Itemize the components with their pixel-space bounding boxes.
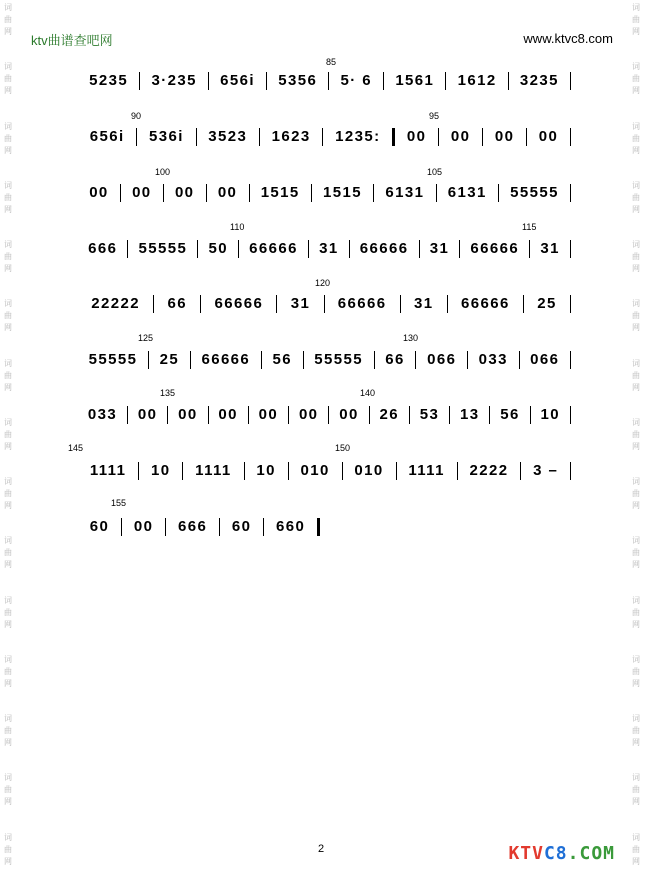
measure: 66666 bbox=[461, 295, 510, 312]
measure: 66666 bbox=[359, 240, 409, 257]
measure: 00 bbox=[494, 128, 515, 145]
measure: 666 bbox=[178, 518, 208, 535]
measure: 5· 6 bbox=[340, 72, 372, 89]
measure: 2222 bbox=[469, 462, 509, 479]
bar-line bbox=[570, 351, 571, 369]
score-row-7 bbox=[78, 402, 571, 424]
measure: 00 bbox=[450, 128, 471, 145]
measure: 31 bbox=[290, 295, 311, 312]
page-number: 2 bbox=[318, 843, 325, 855]
measure-number: 130 bbox=[403, 333, 419, 343]
measure: 3523 bbox=[208, 128, 248, 145]
measure: 13 bbox=[460, 406, 480, 423]
measure-number: 125 bbox=[138, 333, 154, 343]
measure: 656i bbox=[220, 72, 255, 89]
measure: 666 bbox=[88, 240, 118, 257]
measure-number: 110 bbox=[230, 222, 245, 232]
measure-number: 145 bbox=[68, 443, 84, 453]
final-bar-line bbox=[317, 518, 320, 536]
measure: 66666 bbox=[249, 240, 298, 257]
measure: 00 bbox=[406, 128, 427, 145]
measure: 56 bbox=[500, 406, 520, 423]
measure: 55555 bbox=[88, 351, 138, 368]
site-url-link[interactable]: www.ktvc8.com bbox=[523, 31, 613, 46]
measure: 660 bbox=[275, 518, 306, 535]
measure: 55555 bbox=[314, 351, 363, 368]
watermark-right: 词 曲 网 词 曲 网 词 曲 网 词 曲 网 词 曲 网 词 曲 网 词 曲 网 词 曲 网 词 曲 网 词 曲 网 词 曲 网 词 曲 网 词 曲 网 词 曲 网 词 曲 网 bbox=[632, 3, 640, 866]
measure: 1515 bbox=[260, 184, 300, 201]
measure: 00 bbox=[258, 406, 279, 423]
measure: 31 bbox=[429, 240, 450, 257]
score-row-8 bbox=[78, 458, 571, 480]
measure: 1612 bbox=[457, 72, 497, 89]
measure: 53 bbox=[419, 406, 440, 423]
bar-line bbox=[570, 184, 571, 202]
measure: 00 bbox=[538, 128, 559, 145]
measure: 25 bbox=[159, 351, 180, 368]
measure: 066 bbox=[530, 351, 560, 368]
measure: 00 bbox=[339, 406, 359, 423]
measure: 066 bbox=[427, 351, 457, 368]
measure: 66 bbox=[385, 351, 405, 368]
measure: 31 bbox=[413, 295, 434, 312]
measure: 5356 bbox=[278, 72, 318, 89]
measure: 00 bbox=[178, 406, 198, 423]
bar-line bbox=[570, 406, 571, 424]
measure: 22222 bbox=[91, 295, 140, 312]
measure-number: 100 bbox=[155, 167, 171, 177]
bar-line bbox=[570, 72, 571, 90]
measure: 66666 bbox=[201, 351, 251, 368]
measure: 60 bbox=[89, 518, 110, 535]
measure: 00 bbox=[132, 184, 152, 201]
measure-number: 155 bbox=[111, 498, 127, 508]
measure: 25 bbox=[537, 295, 557, 312]
score-row-6 bbox=[78, 347, 571, 369]
measure: 3·235 bbox=[151, 72, 197, 89]
measure-number: 140 bbox=[360, 388, 376, 398]
measure-number: 115 bbox=[522, 222, 537, 232]
measure-number: 105 bbox=[427, 167, 443, 177]
measure: 26 bbox=[379, 406, 399, 423]
measure-number: 150 bbox=[335, 443, 351, 453]
score-row-5 bbox=[78, 291, 571, 313]
measure: 1111 bbox=[408, 462, 445, 479]
score-row-1 bbox=[78, 68, 571, 90]
measure: 1111 bbox=[195, 462, 232, 479]
measure: 1561 bbox=[395, 72, 435, 89]
watermark-left: 词 曲 网 词 曲 网 词 曲 网 词 曲 网 词 曲 网 词 曲 网 词 曲 网 词 曲 网 词 曲 网 词 曲 网 词 曲 网 词 曲 网 词 曲 网 词 曲 网 词 曲 网 bbox=[4, 3, 12, 866]
measure: 55555 bbox=[138, 240, 188, 257]
measure: 31 bbox=[319, 240, 339, 257]
measure: 66666 bbox=[470, 240, 520, 257]
measure-number: 135 bbox=[160, 388, 176, 398]
measure: 010 bbox=[300, 462, 330, 479]
score-row-2 bbox=[78, 124, 571, 146]
measure: 31 bbox=[540, 240, 560, 257]
measure: 00 bbox=[174, 184, 195, 201]
measure: 033 bbox=[478, 351, 508, 368]
measure: 3 – bbox=[533, 462, 559, 479]
score-row-9 bbox=[78, 514, 320, 536]
measure: 1235: bbox=[335, 128, 381, 145]
measure: 010 bbox=[354, 462, 384, 479]
measure: 00 bbox=[298, 406, 319, 423]
measure: 1515 bbox=[323, 184, 363, 201]
measure: 5235 bbox=[89, 72, 129, 89]
score-row-3 bbox=[78, 180, 571, 202]
measure: 50 bbox=[208, 240, 228, 257]
measure: 00 bbox=[218, 406, 238, 423]
measure-number: 90 bbox=[131, 111, 142, 121]
score-row-4 bbox=[78, 236, 571, 258]
measure: 00 bbox=[217, 184, 238, 201]
measure: 66666 bbox=[337, 295, 387, 312]
measure: 6131 bbox=[447, 184, 487, 201]
measure: 10 bbox=[256, 462, 276, 479]
measure: 00 bbox=[89, 184, 109, 201]
measure-number: 95 bbox=[429, 111, 440, 121]
measure: 10 bbox=[151, 462, 171, 479]
measure-number: 85 bbox=[326, 57, 337, 67]
measure: 6131 bbox=[385, 184, 425, 201]
site-name-link[interactable]: ktv曲谱查吧网 bbox=[31, 33, 113, 48]
measure: 656i bbox=[89, 128, 125, 145]
measure: 55555 bbox=[510, 184, 559, 201]
measure: 00 bbox=[133, 518, 154, 535]
measure: 60 bbox=[231, 518, 252, 535]
measure-number: 120 bbox=[315, 278, 331, 288]
measure: 536i bbox=[148, 128, 184, 145]
measure: 1623 bbox=[271, 128, 311, 145]
bar-line bbox=[570, 128, 571, 146]
measure: 1111 bbox=[89, 462, 127, 479]
bar-line bbox=[570, 462, 571, 480]
measure: 00 bbox=[137, 406, 158, 423]
measure: 10 bbox=[540, 406, 561, 423]
measure: 033 bbox=[87, 406, 118, 423]
measure: 56 bbox=[272, 351, 292, 368]
measure: 66 bbox=[167, 295, 187, 312]
bar-line bbox=[570, 295, 571, 313]
measure: 66666 bbox=[214, 295, 264, 312]
measure: 3235 bbox=[519, 72, 559, 89]
bar-line bbox=[570, 240, 571, 258]
site-logo: KTVC8.COM bbox=[508, 843, 615, 864]
